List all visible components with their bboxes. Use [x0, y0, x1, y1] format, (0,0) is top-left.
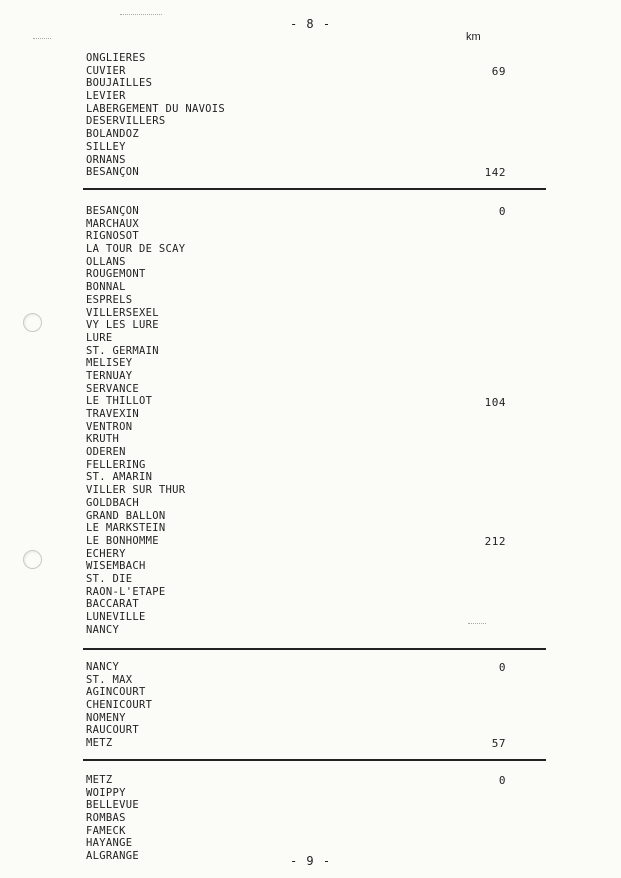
place-name: VILLER SUR THUR [86, 484, 186, 497]
place-name: ALGRANGE [86, 850, 139, 863]
place-name: GRAND BALLON [86, 509, 166, 522]
km-value: 0 [498, 661, 506, 674]
place-name: RAON-L'ETAPE [86, 585, 166, 598]
km-value: 57 [491, 737, 506, 751]
place-name: BOLANDOZ [86, 128, 139, 141]
place-name: LURE [86, 331, 113, 344]
place-name: ST. MAX [86, 673, 133, 686]
km-value: 212 [484, 535, 506, 549]
place-name: ORNANS [86, 153, 126, 166]
place-name: BESANÇON [86, 205, 139, 217]
paper-smudge [120, 14, 162, 16]
place-name: HAYANGE [86, 837, 133, 850]
km-value: 0 [498, 774, 506, 787]
place-name: CUVIER [86, 64, 126, 77]
place-name: BACCARAT [86, 598, 139, 611]
km-value: 0 [498, 205, 506, 218]
place-name: VILLERSEXEL [86, 306, 159, 319]
place-name: METZ [86, 774, 113, 786]
place-name: ECHERY [86, 547, 126, 560]
place-name: BESANÇON [86, 166, 139, 179]
place-name: SERVANCE [86, 382, 139, 395]
place-name: LE THILLOT [86, 395, 153, 408]
paper-smudge [33, 38, 51, 40]
place-name: VENTRON [86, 420, 133, 433]
place-name: NANCY [86, 661, 120, 673]
place-name: TRAVEXIN [86, 408, 139, 420]
place-name: ST. AMARIN [86, 471, 153, 484]
place-name: BOUJAILLES [86, 77, 153, 90]
place-name: ESPRELS [86, 293, 133, 306]
place-name: FAMECK [86, 824, 126, 837]
place-name: ONGLIERES [86, 52, 146, 64]
place-name: DESERVILLERS [86, 115, 166, 128]
place-name: WISEMBACH [86, 560, 146, 573]
place-name: ST. GERMAIN [86, 344, 159, 357]
place-name: RAUCOURT [86, 724, 139, 737]
binder-hole-top [23, 313, 42, 332]
section-divider [83, 759, 546, 761]
place-name: LEVIER [86, 90, 126, 103]
place-name: MELISEY [86, 357, 133, 370]
place-name: LABERGEMENT DU NAVOIS [86, 102, 226, 115]
place-name: METZ [86, 737, 113, 750]
km-column-header: km [466, 31, 481, 43]
binder-hole-bottom [23, 550, 42, 569]
place-name: LE MARKSTEIN [86, 522, 166, 535]
route-section-2 [86, 205, 506, 636]
km-value: 104 [484, 395, 506, 409]
place-name: CHENICOURT [86, 699, 153, 712]
paper-smudge [468, 623, 486, 625]
place-name: LA TOUR DE SCAY [86, 243, 186, 256]
place-name: FELLERING [86, 458, 146, 471]
place-name: NOMENY [86, 711, 126, 724]
place-name: VY LES LURE [86, 319, 159, 332]
section-divider [83, 188, 546, 190]
place-name: GOLDBACH [86, 496, 139, 509]
km-value: 142 [484, 166, 506, 180]
place-name: ROMBAS [86, 812, 126, 825]
place-name: LUNEVILLE [86, 611, 146, 623]
section-divider [83, 648, 546, 650]
place-name: LE BONHOMME [86, 534, 159, 547]
route-section-3 [86, 661, 506, 750]
place-name: ST. DIE [86, 572, 133, 585]
place-name: MARCHAUX [86, 217, 139, 230]
page-number-top: - 8 - [289, 17, 332, 31]
place-name: BELLEVUE [86, 799, 139, 812]
place-name: ODEREN [86, 446, 126, 459]
route-section-1 [86, 52, 506, 179]
place-name: BONNAL [86, 281, 126, 294]
place-name: RIGNOSOT [86, 230, 139, 243]
route-section-4 [86, 774, 506, 863]
place-name: NANCY [86, 623, 120, 636]
place-name: WOIPPY [86, 786, 126, 799]
place-name: AGINCOURT [86, 686, 146, 699]
place-name: OLLANS [86, 255, 126, 268]
place-name: SILLEY [86, 140, 126, 153]
km-value: 69 [491, 64, 506, 78]
place-name: KRUTH [86, 433, 120, 446]
place-name: TERNUAY [86, 369, 133, 382]
page-number-bottom: - 9 - [289, 854, 332, 868]
place-name: ROUGEMONT [86, 268, 146, 281]
